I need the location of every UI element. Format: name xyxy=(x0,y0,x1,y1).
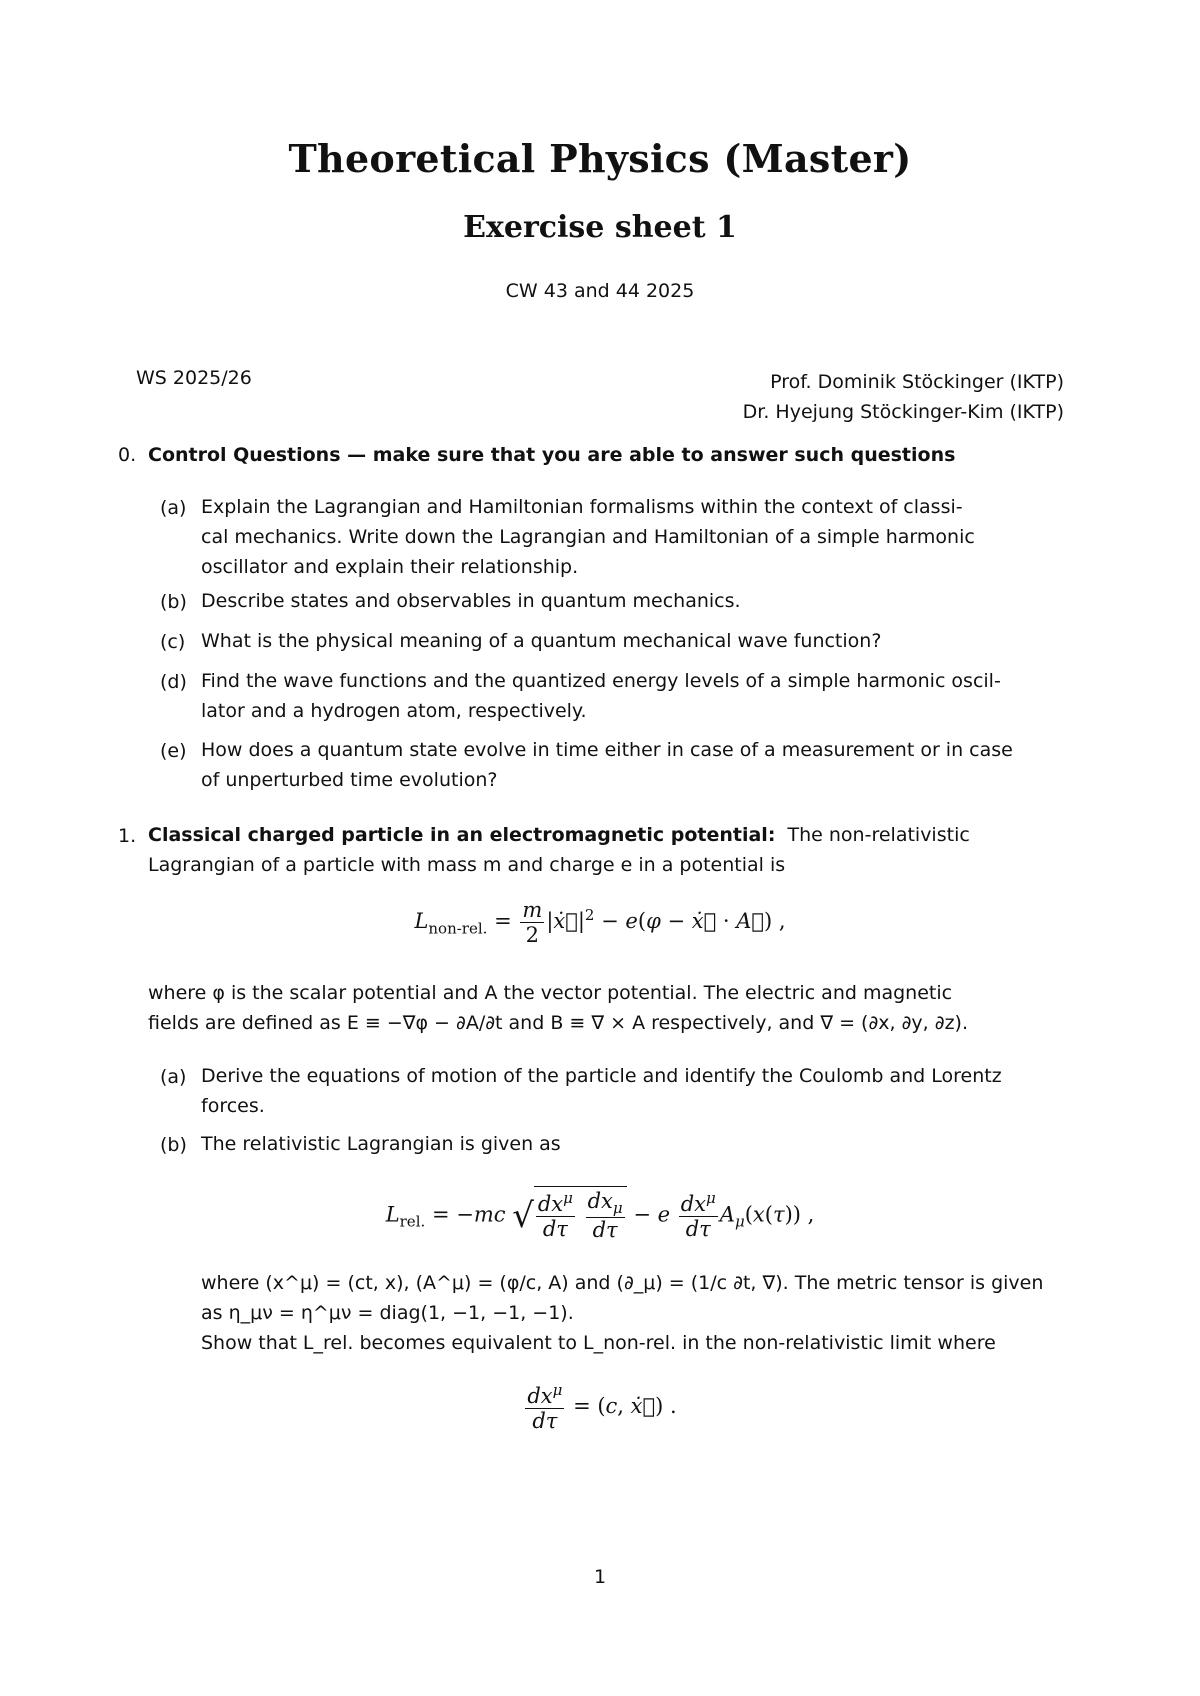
section-0-item-b-label: (b) xyxy=(160,591,187,613)
section-0-item-e-label: (e) xyxy=(160,740,187,762)
s1-item-a-line-2: forces. xyxy=(201,1095,265,1117)
item-b-line-1: Describe states and observables in quantum mechanics. xyxy=(201,590,741,612)
equation-non-relativistic-limit: $\frac{dx^\mu}{d\tau}$ = (c, ẋ⃗) . xyxy=(527,1381,677,1434)
section-0-item-d-label: (d) xyxy=(160,671,187,693)
section-1-heading: Classical charged particle in an electromagnetic potential: xyxy=(148,824,776,846)
section-1-item-b-label: (b) xyxy=(160,1134,187,1156)
section-1-intro-1: The non-relativistic xyxy=(787,824,970,846)
section-1-item-a-text xyxy=(201,1061,1071,1121)
s1-item-a-line-1: Derive the equations of motion of the particle and identify the Coulomb and Lorentz xyxy=(201,1065,1002,1087)
section-0-number: 0. xyxy=(118,444,137,466)
section-1-item-a-label: (a) xyxy=(160,1066,187,1088)
document-title: Theoretical Physics (Master) xyxy=(288,136,912,181)
section-0-item-a-label: (a) xyxy=(160,497,187,519)
page-number: 1 xyxy=(593,1566,607,1588)
item-a-line-1: Explain the Lagrangian and Hamiltonian formalisms within the context of classi- xyxy=(201,496,963,518)
section-0-item-e-text xyxy=(201,735,1071,795)
section-0-item-b-text xyxy=(201,586,1071,616)
item-d-line-2: lator and a hydrogen atom, respectively. xyxy=(201,700,587,722)
section-0-item-c-text xyxy=(201,626,1071,656)
item-a-line-2: cal mechanics. Write down the Lagrangian and Hamiltonian of a simple harmonic xyxy=(201,526,975,548)
definitions-line-2: fields are defined as E ≡ −∇φ − ∂A/∂t and B ≡ ∇ × A respectively, and ∇ = (∂x, ∂y, ∂z). xyxy=(148,1012,968,1034)
s1-item-b-line-2: where (x^μ) = (ct, x), (A^μ) = (φ/c, A) and (∂_μ) = (1/c ∂t, ∇). The metric tensor is given xyxy=(201,1272,1044,1294)
item-e-line-1: How does a quantum state evolve in time either in case of a measurement or in case xyxy=(201,739,1013,761)
equation-non-relativistic-lagrangian: $L_{non-rel.}$ = $\frac{m}{2}$ $|ẋ⃗|^2 - e(\varphi$ − ẋ⃗ · A⃗) , xyxy=(414,898,786,948)
definitions-line-1: where φ is the scalar potential and A the vector potential. The electric and magnetic xyxy=(148,982,953,1004)
calendar-weeks: CW 43 and 44 2025 xyxy=(505,280,695,302)
document-subtitle: Exercise sheet 1 xyxy=(463,210,737,245)
item-d-line-1: Find the wave functions and the quantized energy levels of a simple harmonic oscil- xyxy=(201,670,1001,692)
instructor-2: Dr. Hyejung Stöckinger-Kim (IKTP) xyxy=(742,401,1064,423)
section-0-item-a-text xyxy=(201,492,1071,582)
section-0-heading: Control Questions — make sure that you are able to answer such questions xyxy=(148,444,956,466)
item-c-line-1: What is the physical meaning of a quantum mechanical wave function? xyxy=(201,630,882,652)
equation-relativistic-lagrangian: $L_{rel.} = -mc$ √ $\frac{dx^\mu}{d\tau}$ $\frac{dx_\mu}{d\tau}$ − e $\frac{dx^\mu}{d\tau}$ $A_\mu(x(\tau))$ , xyxy=(0,1186,1200,1243)
section-1-item-b-intro: The relativistic Lagrangian is given as xyxy=(201,1133,561,1155)
section-1-number: 1. xyxy=(118,825,137,847)
semester-label: WS 2025/26 xyxy=(136,367,252,389)
instructor-1: Prof. Dominik Stöckinger (IKTP) xyxy=(770,371,1064,393)
section-1-intro-2: Lagrangian of a particle with mass m and charge e in a potential is xyxy=(148,854,786,876)
s1-item-b-line-3: as η_μν = η^μν = diag(1, −1, −1, −1). xyxy=(201,1302,574,1324)
section-1-intro xyxy=(148,820,1071,880)
section-1-definitions xyxy=(148,978,1071,1038)
item-e-line-2: of unperturbed time evolution? xyxy=(201,769,498,791)
s1-item-b-line-4: Show that L_rel. becomes equivalent to L_non-rel. in the non-relativistic limit where xyxy=(201,1332,996,1354)
section-1-item-b-details xyxy=(201,1268,1071,1358)
instructor-block xyxy=(743,367,1064,427)
section-0-item-c-label: (c) xyxy=(160,631,186,653)
section-0-item-d-text xyxy=(201,666,1071,726)
item-a-line-3: oscillator and explain their relationship. xyxy=(201,556,579,578)
